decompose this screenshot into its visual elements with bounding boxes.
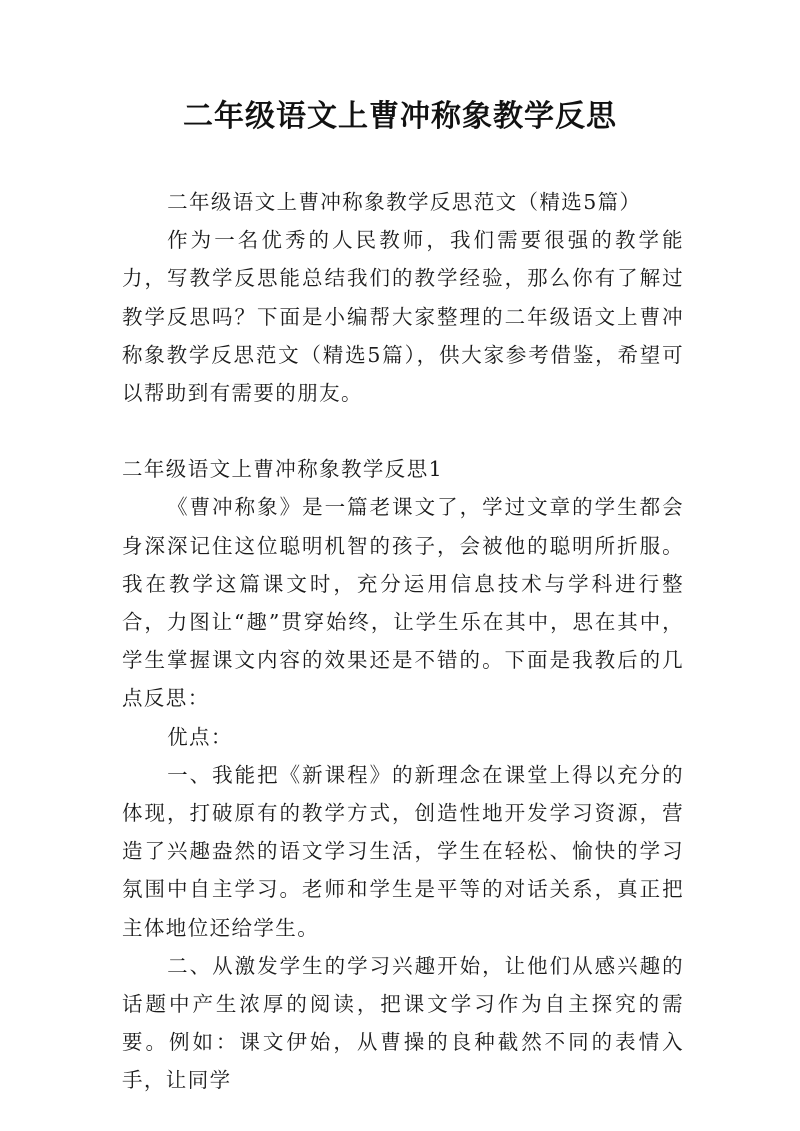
section-spacer <box>122 412 684 450</box>
document-title: 二年级语文上曹冲称象教学反思 <box>183 99 617 134</box>
body-paragraph: 一、我能把《新课程》的新理念在课堂上得以充分的体现，打破原有的教学方式，创造性地开发学习资源，营造了兴趣盎然的语文学习生活，学生在轻松、愉快的学习氛围中自主学习。老师和学生是平等的对话关系，真正把主体地位还给学生。 <box>122 762 684 940</box>
section-heading: 二年级语文上曹冲称象教学反思1 <box>122 457 444 482</box>
intro-heading: 二年级语文上曹冲称象教学反思范文（精选5篇） <box>167 190 642 214</box>
strengths-label: 优点： <box>167 724 233 749</box>
document-body <box>122 183 684 1100</box>
intro-paragraph: 作为一名优秀的人民教师，我们需要很强的教学能力，写教学反思能总结我们的教学经验，那么你有了解过教学反思吗？下面是小编帮大家整理的二年级语文上曹冲称象教学反思范文（精选5篇），供大家参考借鉴，希望可以帮助到有需要的朋友。 <box>122 228 684 406</box>
body-paragraph: 《曹冲称象》是一篇老课文了，学过文章的学生都会身深深记住这位聪明机智的孩子，会被他的聪明所折服。我在教学这篇课文时，充分运用信息技术与学科进行整合，力图让“趣”贯穿始终，让学生乐在其中，思在其中，学生掌握课文内容的效果还是不错的。下面是我教后的几点反思： <box>122 495 684 711</box>
body-paragraph: 二、从激发学生的学习兴趣开始，让他们从感兴趣的话题中产生浓厚的阅读，把课文学习作为自主探究的需要。例如：课文伊始，从曹操的良种截然不同的表情入手，让同学 <box>122 953 684 1093</box>
